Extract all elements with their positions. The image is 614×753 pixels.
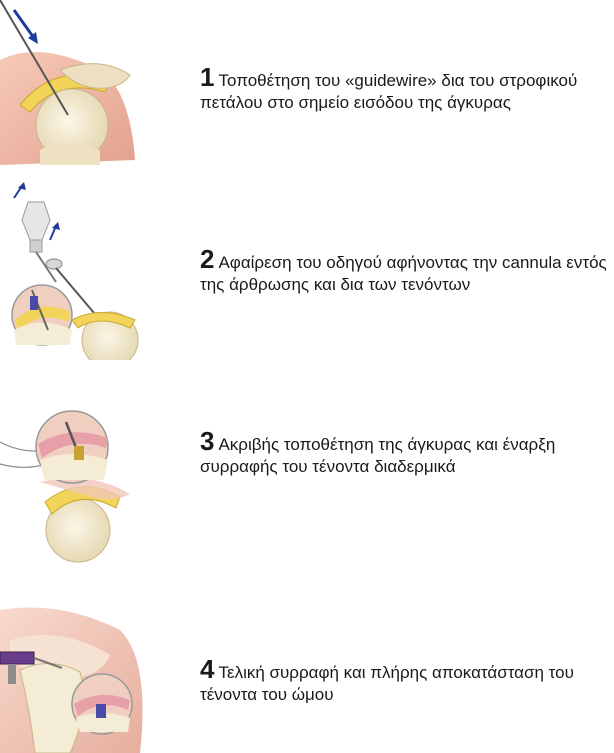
step-4-number: 4 [200,654,215,684]
step-1 [0,0,614,170]
step-4-illustration [0,600,170,753]
step-2-text: Αφαίρεση του οδηγού αφήνοντας την cannula εντός της άρθρωσης και δια των τενόντων [200,253,607,294]
step-4-caption [200,654,610,706]
step-4-text: Τελική συρραφή και πλήρης αποκατάσταση του τένοντα του ώμου [200,663,574,704]
step-4 [0,600,614,753]
step-3-illustration [0,402,170,572]
step-1-illustration [0,0,170,165]
step-1-number: 1 [200,62,215,92]
step-2-caption [200,244,610,296]
step-2-number: 2 [200,244,215,274]
step-3-number: 3 [200,426,215,456]
step-1-caption [200,62,610,114]
step-2-illustration [0,180,170,360]
step-3 [0,402,614,577]
step-1-text: Τοποθέτηση του «guidewire» δια του στροφικού πετάλου στο σημείο εισόδου της άγκυρας [200,71,578,112]
step-2 [0,180,614,365]
step-3-caption [200,426,610,478]
step-3-text: Ακριβής τοποθέτηση της άγκυρας και έναρξη συρραφής του τένοντα διαδερμικά [200,435,556,476]
